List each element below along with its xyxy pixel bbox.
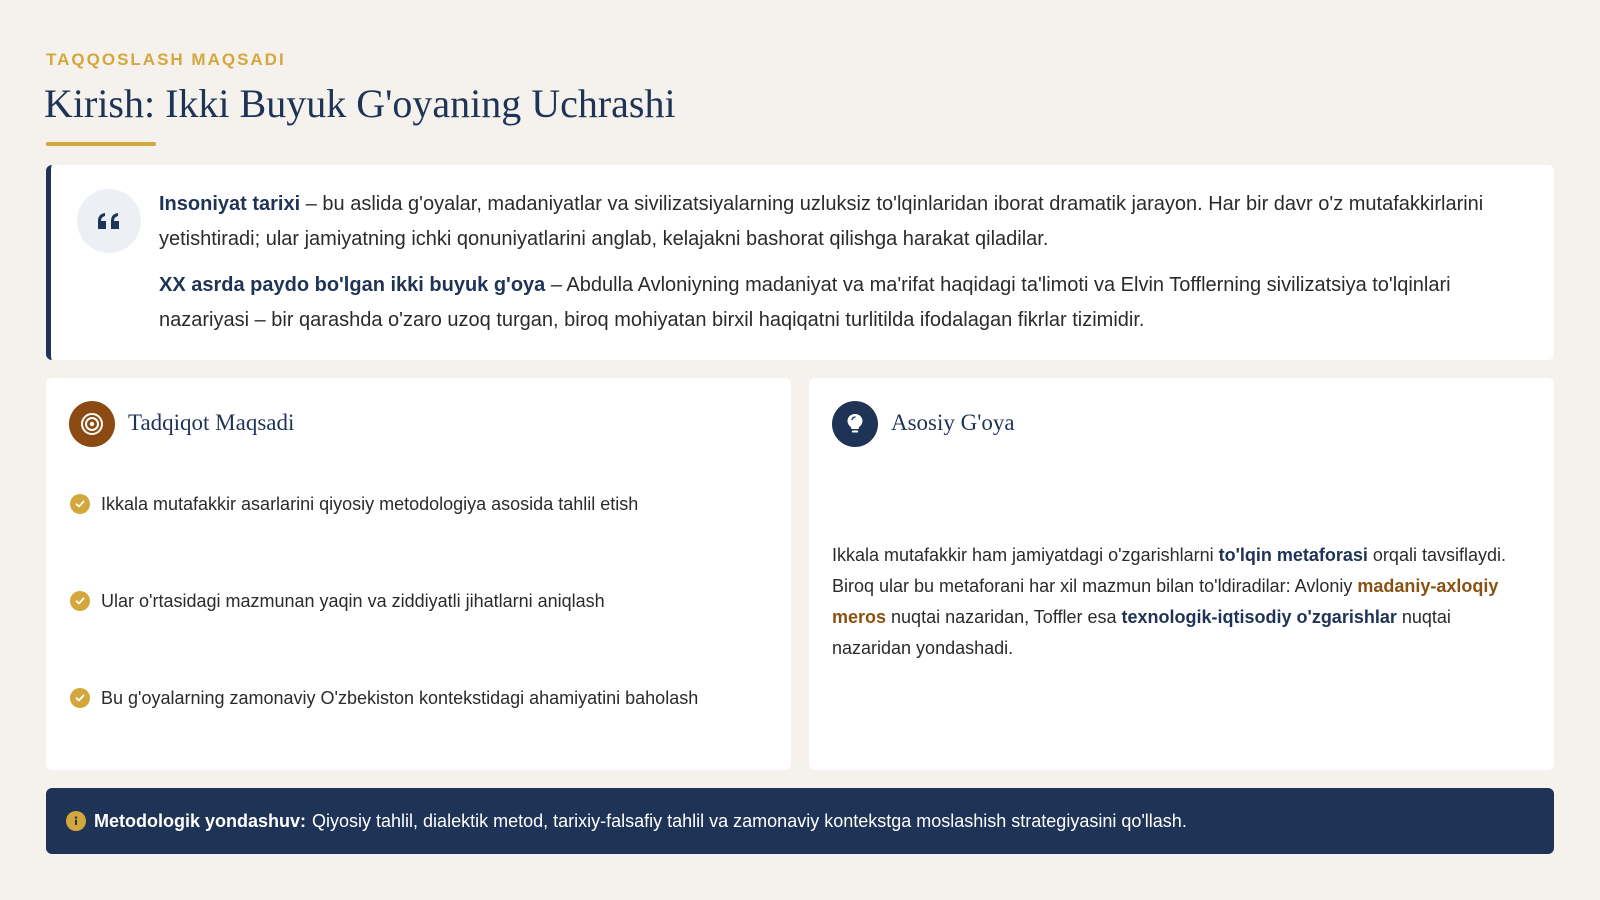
goal-item-text: Bu g'oyalarning zamonaviy O'zbekiston kontekstidagi ahamiyatini baholash	[101, 687, 699, 708]
title-underline	[46, 142, 156, 146]
research-goal-title: Tadqiqot Maqsadi	[128, 410, 295, 435]
methodology-text: Qiyosiy tahlil, dialektik metod, tarixiy-falsafiy tahlil va zamonaviy kontekstga moslashish strategiyasini qo'llash.	[312, 810, 1187, 831]
goal-item-text: Ular o'rtasidagi mazmunan yaqin va ziddiyatli jihatlarni aniqlash	[101, 590, 605, 611]
idea-highlight-wave-metaphor: to'lqin metaforasi	[1218, 545, 1368, 565]
quote-icon	[77, 189, 141, 253]
intro-card	[46, 165, 1554, 360]
idea-text-part: nuqtai nazaridan, Toffler esa	[886, 607, 1122, 627]
idea-highlight-tech-economic: texnologik-iqtisodiy o'zgarishlar	[1121, 607, 1397, 627]
section-kicker: TAQQOSLASH MAQSADI	[46, 50, 286, 69]
idea-highlight-cultural-heritage: madaniy-axloqiy meros	[832, 576, 1499, 627]
idea-text-part: orqali tavsiflaydi. Biroq ular bu metaforani har xil mazmun bilan to'ldiradilar: Avloniy	[832, 545, 1506, 596]
info-icon	[66, 811, 86, 831]
goal-item-text: Ikkala mutafakkir asarlarini qiyosiy metodologiya asosida tahlil etish	[101, 493, 639, 514]
lightbulb-icon	[832, 401, 878, 447]
check-circle-icon	[70, 591, 90, 611]
intro-highlight-2: XX asrda paydo bo'lgan ikki buyuk g'oya	[159, 274, 546, 296]
intro-text-1: – bu aslida g'oyalar, madaniyatlar va sivilizatsiyalarning uzluksiz to'lqinlaridan iborat dramatik jarayon. Har bir davr o'z mutafakkirlarini yetishtiradi; ular jamiyatning ichki qonuniyatlarini anglab, kelajakni bashorat qilishga harakat qiladilar.	[159, 193, 1484, 250]
idea-text-part: nuqtai nazaridan yondashadi.	[832, 607, 1451, 658]
intro-text-2: – Abdulla Avloniyning madaniyat va ma'rifat haqidagi ta'limoti va Elvin Tofflerning sivilizatsiya to'lqinlari nazariyasi – bir qarashda o'zaro uzoq turgan, biroq mohiyatan birxil haqiqatni turlitilda ifodalagan fikrlar tizimidir.	[159, 274, 1451, 331]
check-circle-icon	[70, 688, 90, 708]
intro-paragraph-2	[159, 268, 1529, 338]
research-goal-card	[46, 378, 791, 770]
main-idea-text	[832, 540, 1532, 664]
methodology-bar	[46, 788, 1554, 854]
intro-text	[159, 187, 1529, 338]
target-icon	[69, 401, 115, 447]
goal-item	[70, 588, 605, 614]
idea-text-part: Ikkala mutafakkir ham jamiyatdagi o'zgarishlarni	[832, 545, 1219, 565]
intro-highlight-1: Insoniyat tarixi	[159, 193, 301, 215]
page-title: Kirish: Ikki Buyuk G'oyaning Uchrashi	[44, 81, 676, 126]
goal-item	[70, 685, 698, 711]
methodology-label: Metodologik yondashuv:	[94, 810, 307, 831]
intro-paragraph-1	[159, 187, 1529, 257]
main-idea-title: Asosiy G'oya	[891, 410, 1015, 435]
main-idea-card	[809, 378, 1554, 770]
goal-item	[70, 491, 638, 517]
check-circle-icon	[70, 494, 90, 514]
